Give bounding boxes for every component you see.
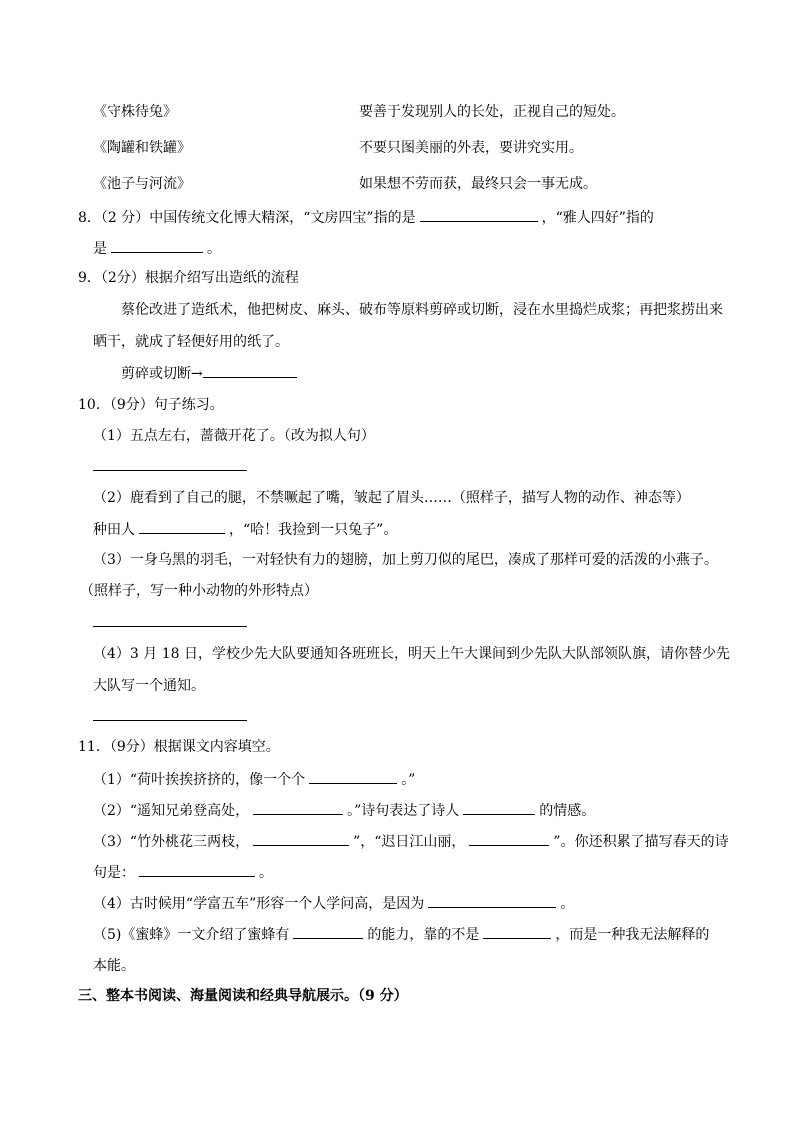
q11-f4-text-a: （4）古时候用“学富五车”形容一个人学问高，是因为 xyxy=(93,896,425,912)
q11-fill-3-line2 xyxy=(93,862,273,883)
q10-answer-line-3[interactable] xyxy=(93,626,247,627)
q8-text-d: 。 xyxy=(207,241,221,257)
q10-answer-line-1[interactable] xyxy=(93,470,247,471)
q10-sentence-3-line2: （照样子，写一种小动物的外形特点） xyxy=(80,583,318,599)
q10-sentence-2: （2）鹿看到了自己的腿，不禁噘起了嘴，皱起了眉头……（照样子，描写人物的动作、神态等） xyxy=(93,490,690,506)
match-right-3: 如果想不劳而获，最终只会一事无成。 xyxy=(359,176,597,192)
q11-f2-text-a: （2）“遥知兄弟登高处， xyxy=(93,803,250,819)
q9-paragraph-line2: 晒干，就成了轻便好用的纸了。 xyxy=(93,334,289,350)
q11-fill-2 xyxy=(93,800,595,821)
q11-f5-blank-2[interactable] xyxy=(483,924,551,939)
q11-title: 11．（9分）根据课文内容填空。 xyxy=(78,739,280,755)
q11-f1-text-a: （1）“荷叶挨挨挤挤的，像一个个 xyxy=(93,772,306,788)
q11-f5-text-b: 的能力，靠的不是 xyxy=(367,927,480,943)
q11-f3-text-a: （3）“竹外桃花三两枝， xyxy=(93,834,250,850)
q11-fill-4 xyxy=(93,893,574,914)
q8-text-b: ，“雅人四好”指的 xyxy=(541,210,654,226)
q11-f3-blank-3[interactable] xyxy=(139,862,255,877)
q10-answer-line-4[interactable] xyxy=(93,720,247,721)
q11-f3-blank-2[interactable] xyxy=(469,831,549,846)
q10-s2-text-b: ，“哈！我捡到一只兔子”。 xyxy=(229,522,398,538)
q8-blank-2[interactable] xyxy=(111,238,203,253)
q11-f5-text-a: （5)《蜜蜂》一文介绍了蜜蜂有 xyxy=(93,927,290,943)
q11-f1-blank[interactable] xyxy=(309,769,397,784)
q11-fill-5-line1 xyxy=(93,924,709,945)
q10-sentence-4-line2: 大队写一个通知。 xyxy=(93,678,205,694)
q8-blank-1[interactable] xyxy=(420,207,538,222)
q11-f2-text-b: 。”诗句表达了诗人 xyxy=(347,803,460,819)
q11-f3-text-b: ”，“迟日江山丽， xyxy=(353,834,466,850)
section-3-heading: 三、整本书阅读、海量阅读和经典导航展示。（9 分） xyxy=(78,988,408,1004)
q11-f2-blank-1[interactable] xyxy=(253,800,343,815)
q9-flow xyxy=(121,363,301,384)
q8-text-a: 8．（2 分）中国传统文化博大精深，“文房四宝”指的是 xyxy=(78,210,416,226)
q10-s2-text-a: 种田人 xyxy=(93,522,135,538)
q11-fill-3-line1 xyxy=(93,831,729,852)
q9-title: 9．（2分）根据介绍写出造纸的流程 xyxy=(78,270,299,286)
match-left-3: 《池子与河流》 xyxy=(93,176,191,192)
q9-paragraph-line1: 蔡伦改进了造纸术，他把树皮、麻头、破布等原料剪碎或切断，浸在水里捣烂成浆；再把浆捞出来 xyxy=(121,302,723,318)
match-left-2: 《陶罐和铁罐》 xyxy=(93,140,191,156)
q9-flow-start: 剪碎或切断→ xyxy=(121,366,203,382)
q11-fill-5-line2: 本能。 xyxy=(93,958,135,974)
q10-sentence-3-line1: （3）一身乌黑的羽毛，一对轻快有力的翅膀，加上剪刀似的尾巴，凑成了那样可爱的活泼的小燕子。 xyxy=(93,552,718,568)
match-right-2: 不要只图美丽的外表，要讲究实用。 xyxy=(359,140,583,156)
match-left-1: 《守株待兔》 xyxy=(93,104,177,120)
q8-line1 xyxy=(78,207,654,228)
q8-text-c: 是 xyxy=(93,241,107,257)
q11-f2-blank-2[interactable] xyxy=(463,800,535,815)
q10-title: 10．（9分）句子练习。 xyxy=(78,397,224,413)
q10-sentence-1: （1）五点左右，蔷薇开花了。（改为拟人句） xyxy=(93,428,375,444)
q11-f1-text-b: 。” xyxy=(401,772,416,788)
q10-sentence-2-fill xyxy=(93,519,397,540)
q11-f3-text-c: ”。你还积累了描写春天的诗 xyxy=(553,834,729,850)
q10-s2-blank[interactable] xyxy=(139,519,225,534)
q9-flow-blank[interactable] xyxy=(203,363,297,378)
q10-sentence-4-line1: （4）3 月 18 日，学校少先大队要通知各班班长，明天上午大课间到少先队大队部领队旗，请你替少先 xyxy=(93,646,730,662)
q8-line2 xyxy=(93,238,221,259)
q11-f4-blank[interactable] xyxy=(428,893,556,908)
q11-f3-text-e: 。 xyxy=(259,865,273,881)
q11-f4-text-b: 。 xyxy=(560,896,575,912)
q11-f3-text-d: 句是： xyxy=(93,865,135,881)
q11-fill-1 xyxy=(93,769,415,790)
q11-f5-text-c: ，而是一种我无法解释的 xyxy=(555,927,710,943)
q11-f3-blank-1[interactable] xyxy=(253,831,349,846)
q11-f5-blank-1[interactable] xyxy=(293,924,363,939)
match-right-1: 要善于发现别人的长处，正视自己的短处。 xyxy=(359,104,625,120)
q11-f2-text-c: 的情感。 xyxy=(539,803,596,819)
